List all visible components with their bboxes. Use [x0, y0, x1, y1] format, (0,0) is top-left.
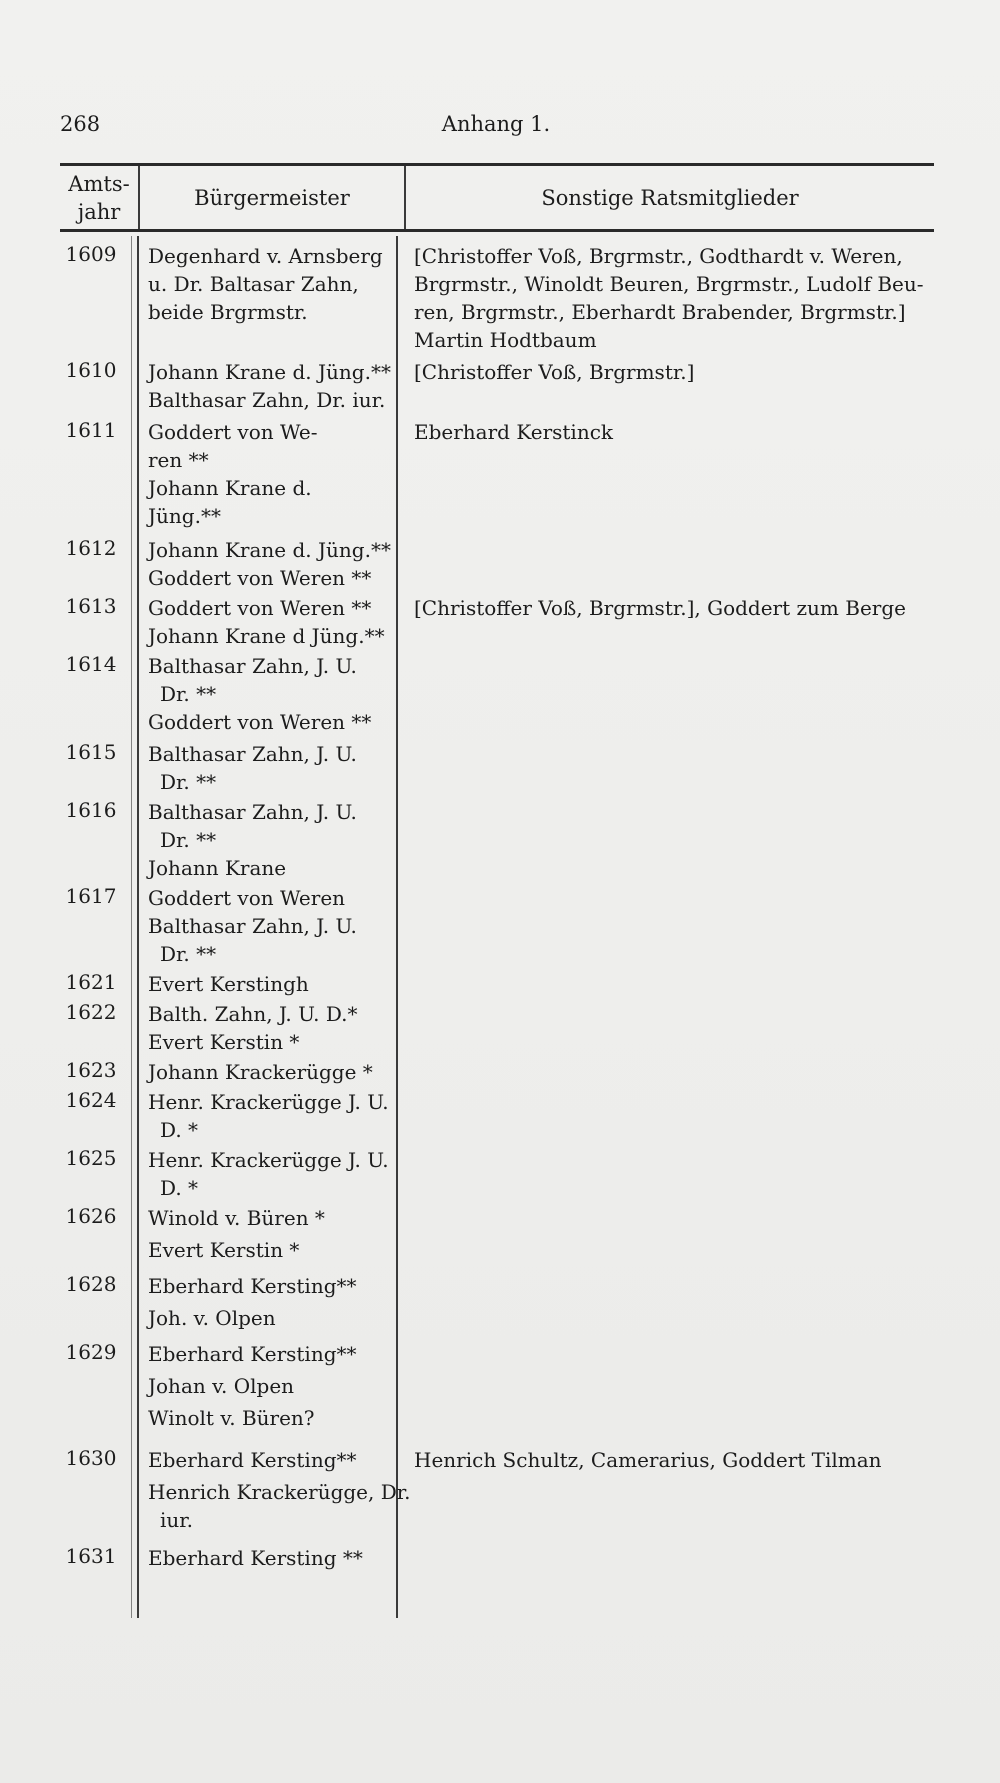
mayors-cell — [148, 1446, 411, 1534]
year-cell: 1628 — [65, 1272, 117, 1296]
mayor-line: Evert Kerstin * — [148, 1030, 300, 1054]
mayor-line: iur. — [160, 1508, 193, 1532]
others-line: Brgrmstr., Winoldt Beuren, Brgrmstr., Ludolf Beu- — [414, 272, 924, 296]
year-cell: 1610 — [65, 358, 117, 382]
column-divider-year-double — [131, 236, 132, 1618]
mayor-line: Eberhard Kersting ** — [148, 1546, 363, 1570]
mayor-line: Winold v. Büren * — [148, 1206, 325, 1230]
others-cell — [414, 242, 934, 354]
mayor-line: Goddert von Weren ** — [148, 566, 372, 590]
column-header-others: Sonstige Ratsmitglieder — [541, 186, 799, 210]
mayor-line: Degenhard v. Arnsberg — [148, 244, 383, 268]
column-header-year-line2: jahr — [77, 200, 121, 224]
mayors-cell — [148, 1000, 398, 1056]
mayor-line: Henr. Krackerügge J. U. — [148, 1148, 389, 1172]
mayors-cell — [148, 798, 398, 882]
mayor-line: Johann Krane d. Jüng.** — [148, 360, 391, 384]
mayor-line: Johan v. Olpen — [148, 1374, 295, 1398]
mayor-line: Eberhard Kersting** — [148, 1274, 357, 1298]
mayor-line: Dr. ** — [160, 682, 217, 706]
others-line: [Christoffer Voß, Brgrmstr., Godthardt v. Weren, — [414, 244, 903, 268]
column-header-year-line1: Amts- — [68, 172, 130, 196]
mayor-line: Goddert von Weren — [148, 886, 346, 910]
mayors-cell — [148, 418, 398, 530]
mayors-cell — [148, 1272, 398, 1332]
mayors-cell — [148, 358, 398, 414]
others-cell — [414, 1446, 934, 1474]
mayor-line: Balthasar Zahn, J. U. — [148, 742, 357, 766]
year-cell: 1624 — [65, 1088, 117, 1112]
mayor-line: D. * — [160, 1118, 199, 1142]
mayor-line: Eberhard Kersting** — [148, 1342, 357, 1366]
year-cell: 1626 — [65, 1204, 117, 1228]
year-cell: 1611 — [65, 418, 117, 442]
mayor-line: D. * — [160, 1176, 199, 1200]
year-cell: 1622 — [65, 1000, 117, 1024]
mayor-line: Goddert von Weren ** — [148, 710, 372, 734]
column-header-year — [60, 170, 138, 226]
mayor-line: Joh. v. Olpen — [148, 1306, 276, 1330]
mayors-cell — [148, 1088, 398, 1144]
mayor-line: Winolt v. Büren? — [148, 1406, 315, 1430]
mayor-line: Henr. Krackerügge J. U. — [148, 1090, 389, 1114]
year-cell: 1630 — [65, 1446, 117, 1470]
mayor-line: Johann Krane d. — [148, 476, 312, 500]
mayor-line: Balthasar Zahn, J. U. — [148, 654, 357, 678]
mayor-line: Henrich Krackerügge, Dr. — [148, 1480, 411, 1504]
year-cell: 1629 — [65, 1340, 117, 1364]
others-cell — [414, 594, 934, 622]
mayors-cell — [148, 1544, 398, 1572]
others-cell — [414, 418, 934, 446]
mayor-line: u. Dr. Baltasar Zahn, — [148, 272, 359, 296]
mayor-line: Evert Kerstin * — [148, 1238, 300, 1262]
mayors-cell — [148, 242, 398, 326]
mayor-line: Jüng.** — [148, 504, 221, 528]
year-cell: 1621 — [65, 970, 117, 994]
page-number: 268 — [60, 112, 101, 136]
mayor-line: Johann Krane d. Jüng.** — [148, 538, 391, 562]
others-line: Eberhard Kerstinck — [414, 420, 614, 444]
mayor-line: Dr. ** — [160, 828, 217, 852]
others-line: ren, Brgrmstr., Eberhardt Brabender, Brgrmstr.] — [414, 300, 906, 324]
table-top-rule — [60, 163, 934, 166]
mayor-line: Johann Krane d Jüng.** — [148, 624, 385, 648]
mayors-cell — [148, 536, 398, 592]
mayor-line: Johann Krane — [148, 856, 287, 880]
mayors-cell — [148, 1058, 398, 1086]
others-line: Henrich Schultz, Camerarius, Goddert Tilman — [414, 1448, 882, 1472]
mayors-cell — [148, 740, 398, 796]
mayor-line: beide Brgrmstr. — [148, 300, 308, 324]
year-cell: 1613 — [65, 594, 117, 618]
mayor-line: Evert Kerstingh — [148, 972, 309, 996]
mayor-line: Balthasar Zahn, Dr. iur. — [148, 388, 386, 412]
mayor-line: Balthasar Zahn, J. U. — [148, 914, 357, 938]
running-title: Anhang 1. — [441, 112, 551, 136]
year-cell: 1625 — [65, 1146, 117, 1170]
mayor-line: Johann Krackerügge * — [148, 1060, 373, 1084]
running-header — [60, 112, 932, 142]
mayor-line: Balthasar Zahn, J. U. — [148, 800, 357, 824]
year-cell: 1615 — [65, 740, 117, 764]
mayors-cell — [148, 652, 398, 736]
mayors-cell — [148, 1340, 398, 1432]
year-cell: 1616 — [65, 798, 117, 822]
mayor-line: Goddert von Weren ** — [148, 596, 372, 620]
mayor-line: Dr. ** — [160, 942, 217, 966]
mayor-line: ren ** — [148, 448, 209, 472]
table-header-rule — [60, 229, 934, 232]
year-cell: 1623 — [65, 1058, 117, 1082]
year-cell: 1617 — [65, 884, 117, 908]
mayor-line: Goddert von We- — [148, 420, 318, 444]
mayors-cell — [148, 594, 398, 650]
others-line: Martin Hodtbaum — [414, 328, 597, 352]
others-line: [Christoffer Voß, Brgrmstr.], Goddert zum Berge — [414, 596, 906, 620]
year-cell: 1614 — [65, 652, 117, 676]
column-header-mayors: Bürgermeister — [194, 186, 350, 210]
mayors-cell — [148, 1146, 398, 1202]
others-cell — [414, 358, 934, 386]
year-cell: 1612 — [65, 536, 117, 560]
mayors-cell — [148, 1204, 398, 1264]
mayors-cell — [148, 970, 398, 998]
others-line: [Christoffer Voß, Brgrmstr.] — [414, 360, 695, 384]
year-cell: 1631 — [65, 1544, 117, 1568]
mayor-line: Dr. ** — [160, 770, 217, 794]
mayors-cell — [148, 884, 398, 968]
mayor-line: Eberhard Kersting** — [148, 1448, 357, 1472]
column-divider-year — [137, 236, 139, 1618]
year-cell: 1609 — [65, 242, 117, 266]
mayor-line: Balth. Zahn, J. U. D.* — [148, 1002, 358, 1026]
